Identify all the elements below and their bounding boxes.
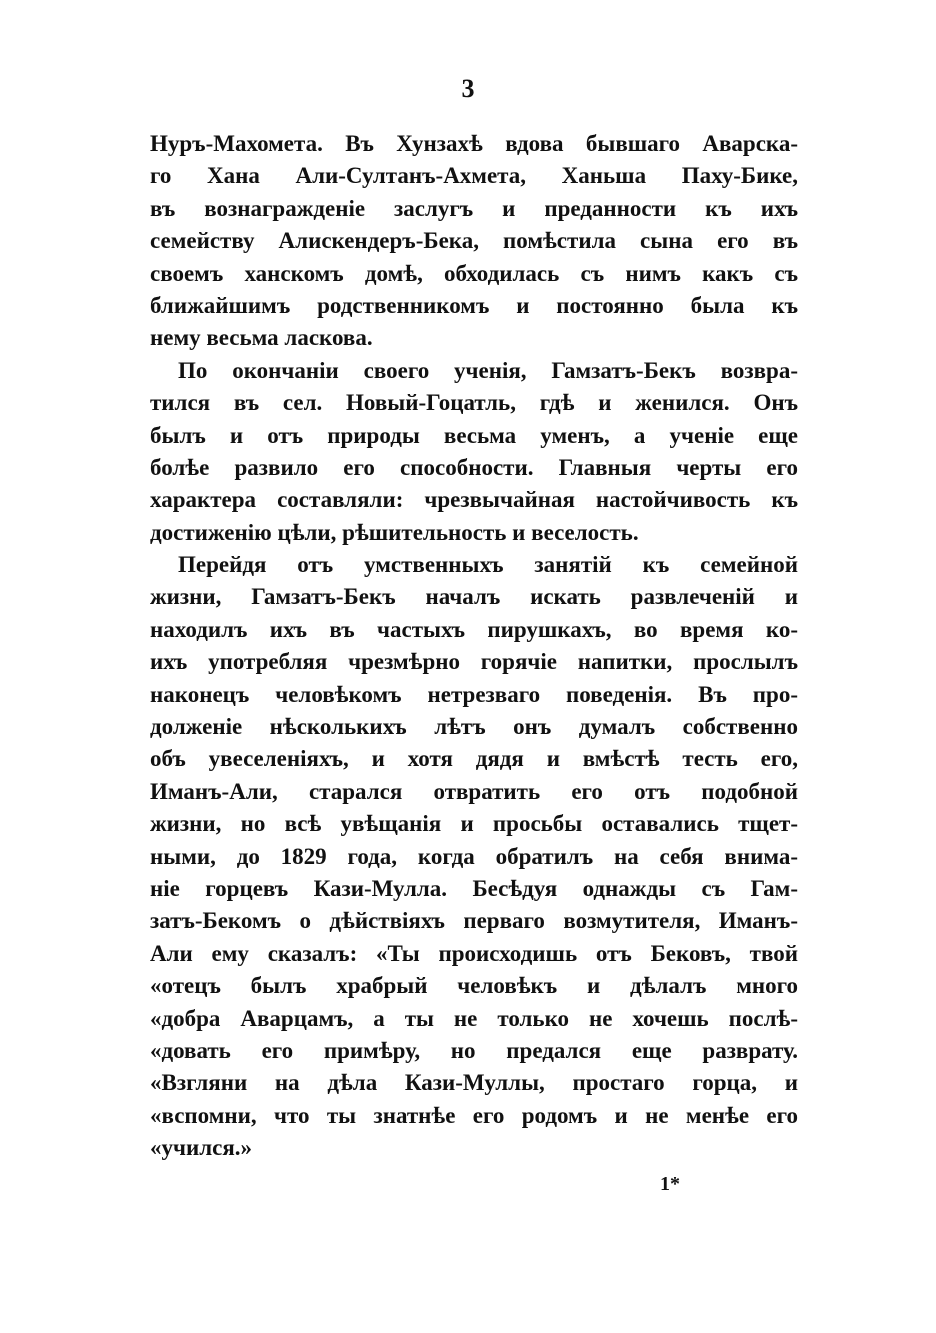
text-line: Нуръ-Махомета. Въ Хунзахѣ вдова бывшаго Аварска- <box>150 131 798 156</box>
text-line: долженіе нѣсколькихъ лѣтъ онъ думалъ собственно <box>150 714 798 740</box>
text-line: ніе горцевъ Кази-Мулла. Бесѣдуя однажды съ Гам- <box>150 875 798 901</box>
text-line: ными, до 1829 года, когда обратилъ на себя внима- <box>150 843 798 869</box>
text-line: затъ-Бекомъ о дѣйствіяхъ перваго возмутителя, Иманъ- <box>150 908 798 934</box>
text-line: Али ему сказалъ: «Ты происходишь отъ Бековъ, твой <box>150 940 798 966</box>
text-line: тился въ сел. Новый-Гоцатль, гдѣ и женился. Онъ <box>150 390 798 416</box>
text-line: «вспомни, что ты знатнѣе его родомъ и не менѣе его <box>150 1102 798 1128</box>
text-line: былъ и отъ природы весьма уменъ, а ученіе еще <box>150 422 798 448</box>
text-line: въ вознагражденіе заслугъ и преданности къ ихъ <box>150 195 798 221</box>
text-line: «отецъ былъ храбрый человѣкъ и дѣлалъ много <box>150 973 798 999</box>
text-line: достиженію цѣли, рѣшительность и веселость. <box>150 519 639 545</box>
text-line: своемъ ханскомъ домѣ, обходилась съ нимъ какъ съ <box>150 260 798 286</box>
text-line: характера составляли: чрезвычайная настойчивость къ <box>150 487 798 513</box>
text-line: Перейдя отъ умственныхъ занятій къ семейной <box>178 552 798 578</box>
text-line: «учился.» <box>150 1135 253 1161</box>
text-line: «Взгляни на дѣла Кази-Муллы, простаго горца, и <box>150 1070 798 1096</box>
text-line: наконецъ человѣкомъ нетрезваго поведенія. Въ про- <box>150 681 798 707</box>
text-line: «добра Аварцамъ, а ты не только не хочешь послѣ- <box>150 1005 798 1031</box>
text-line: жизни, но всѣ увѣщанія и просьбы оставались тщет- <box>150 811 798 837</box>
text-line: ближайшимъ родственникомъ и постоянно была къ <box>150 292 798 318</box>
text-line: ихъ употребляя чрезмѣрно горячіе напитки, прослылъ <box>150 649 798 675</box>
body-text <box>150 128 798 1165</box>
text-line: Иманъ-Али, старался отвратить его отъ подобной <box>150 778 798 804</box>
text-line: По окончаніи своего ученія, Гамзатъ-Бекъ возвра- <box>178 357 798 383</box>
text-line: го Хана Али-Султанъ-Ахмета, Ханьша Паху-Бике, <box>150 163 798 189</box>
text-line: нему весьма ласкова. <box>150 325 373 351</box>
text-line: жизни, Гамзатъ-Бекъ началъ искать развлеченій и <box>150 584 798 610</box>
text-line: семейству Алискендеръ-Бека, помѣстила сына его въ <box>150 228 798 254</box>
text-line: болѣе развило его способности. Главныя черты его <box>150 454 798 480</box>
page-number: 3 <box>461 74 475 103</box>
signature-mark: 1* <box>660 1173 680 1195</box>
text-line: «довать его примѣру, но предался еще разврату. <box>150 1037 798 1063</box>
text-line: объ увеселеніяхъ, и хотя дядя и вмѣстѣ тесть его, <box>150 746 798 772</box>
text-line: находилъ ихъ въ частыхъ пирушкахъ, во время ко- <box>150 616 798 642</box>
